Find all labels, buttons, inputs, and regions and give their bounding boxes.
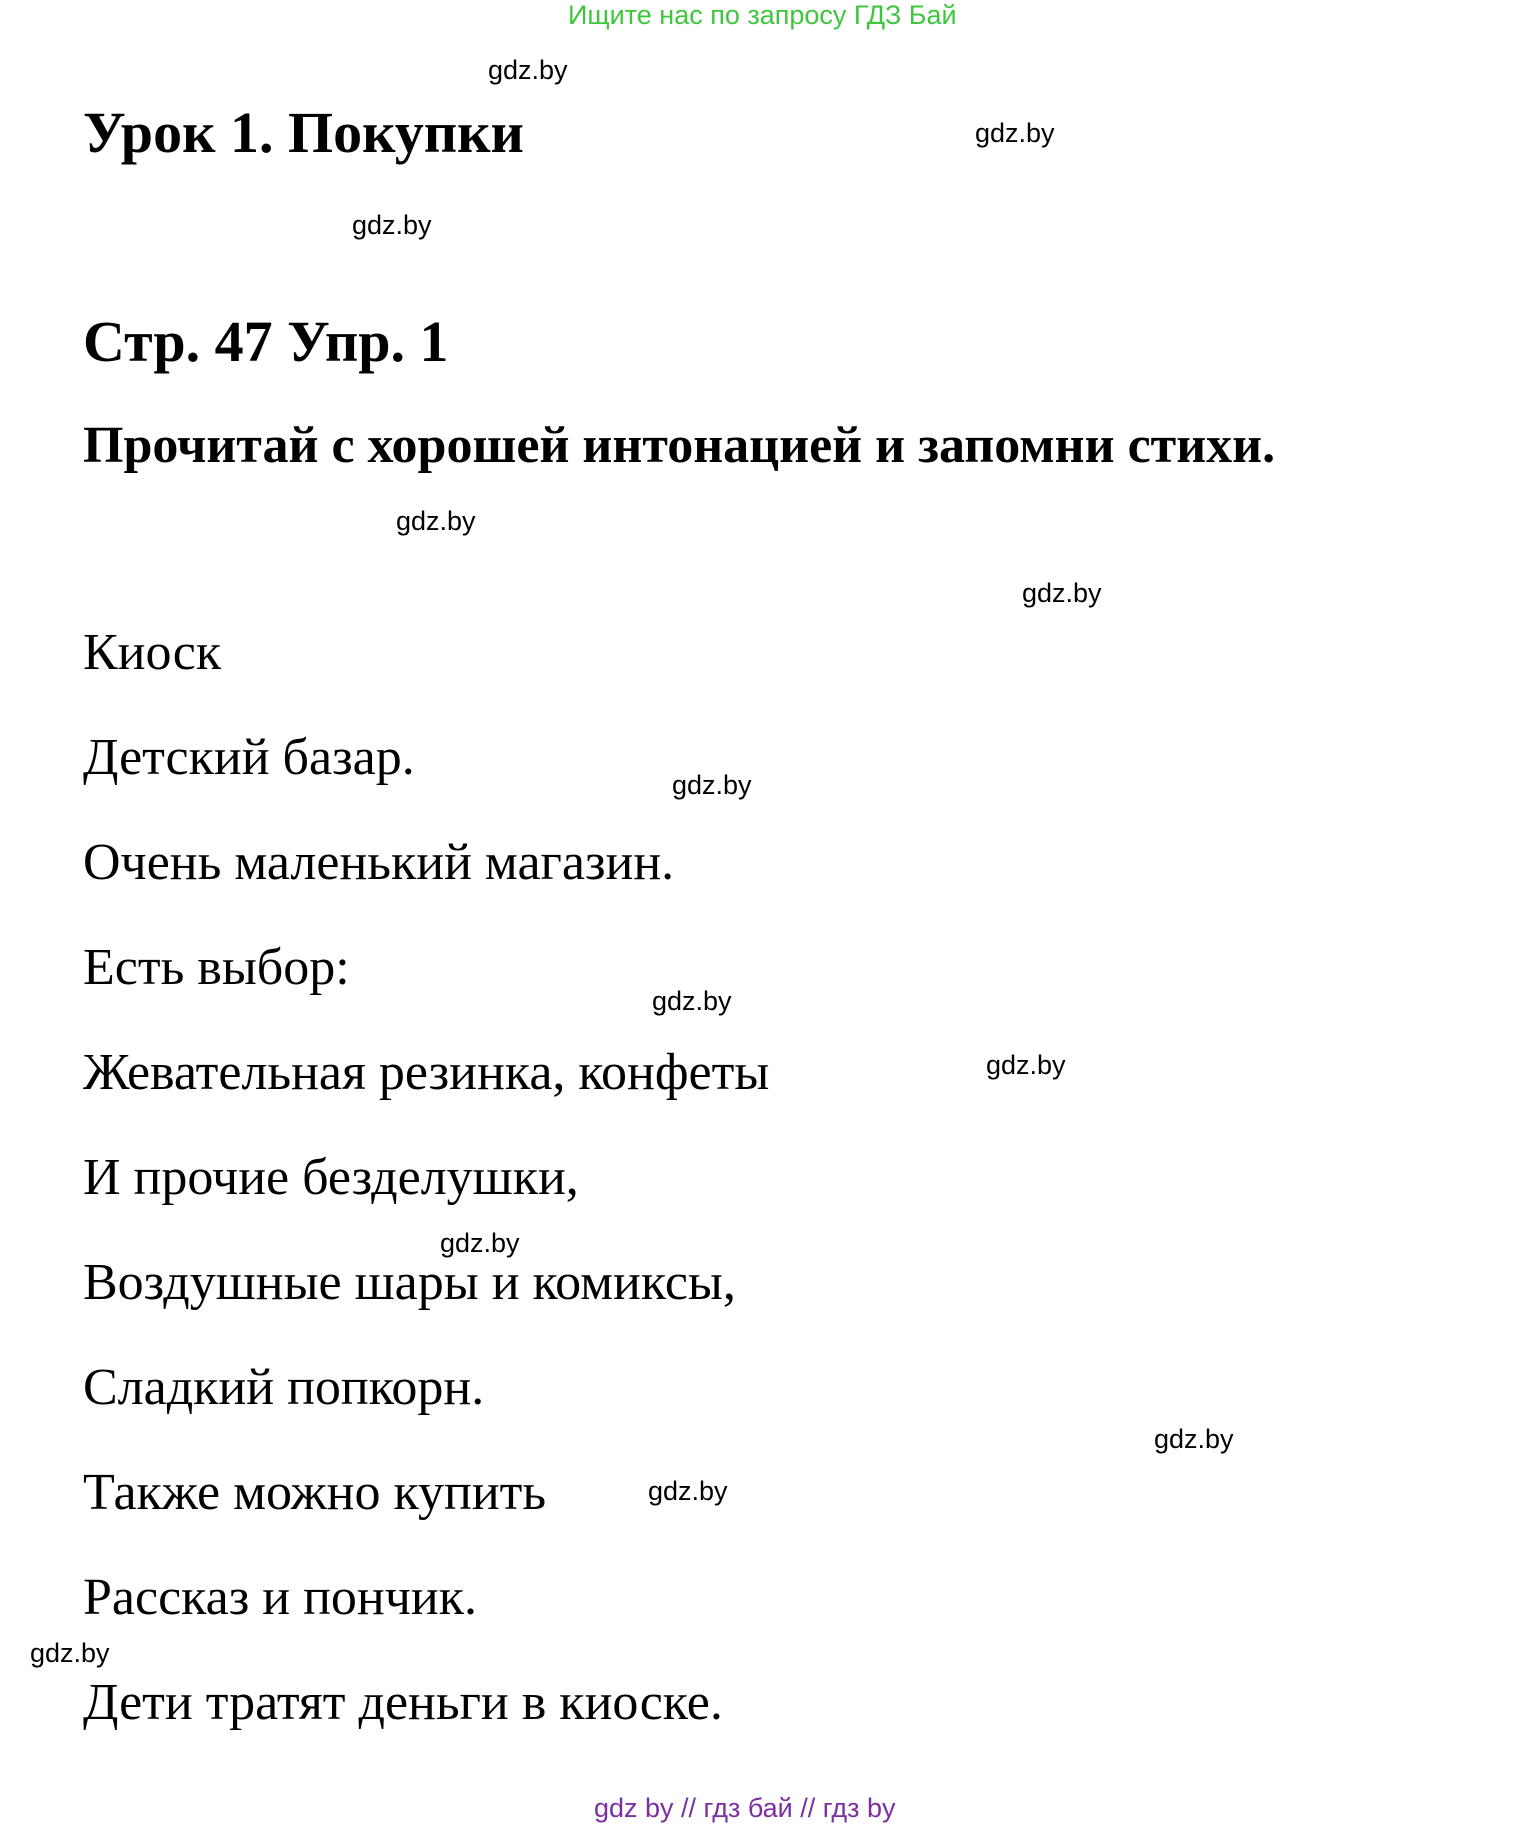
poem-line: Жевательная резинка, конфеты [83, 1044, 770, 1101]
poem-line: Воздушные шары и комиксы, [83, 1254, 736, 1311]
footer-links[interactable]: gdz by // гдз бай // гдз by [594, 1793, 896, 1823]
watermark: gdz.by [672, 770, 752, 800]
watermark: gdz.by [488, 55, 568, 85]
lesson-title: Урок 1. Покупки [83, 100, 524, 165]
watermark: gdz.by [1022, 578, 1102, 608]
watermark: gdz.by [1154, 1424, 1234, 1454]
poem-line: Есть выбор: [83, 939, 350, 996]
watermark: gdz.by [396, 506, 476, 536]
poem-line: Сладкий попкорн. [83, 1359, 485, 1416]
watermark: gdz.by [352, 210, 432, 240]
task-instruction: Прочитай с хорошей интонацией и запомни стихи. [83, 417, 1276, 474]
watermark: gdz.by [440, 1228, 520, 1258]
watermark: gdz.by [986, 1050, 1066, 1080]
poem-line: Рассказ и пончик. [83, 1569, 477, 1626]
watermark: gdz.by [30, 1638, 110, 1668]
page-exercise-heading: Стр. 47 Упр. 1 [83, 309, 449, 374]
poem-line: Дети тратят деньги в киоске. [83, 1674, 723, 1731]
search-banner[interactable]: Ищите нас по запросу ГДЗ Бай [568, 0, 957, 30]
watermark: gdz.by [652, 986, 732, 1016]
poem-line: И прочие безделушки, [83, 1149, 579, 1206]
watermark: gdz.by [648, 1476, 728, 1506]
watermark: gdz.by [975, 118, 1055, 148]
poem-line: Очень маленький магазин. [83, 834, 675, 891]
poem-line: Также можно купить [83, 1464, 547, 1521]
poem-line: Детский базар. [83, 729, 415, 786]
poem-line: Киоск [83, 624, 222, 681]
